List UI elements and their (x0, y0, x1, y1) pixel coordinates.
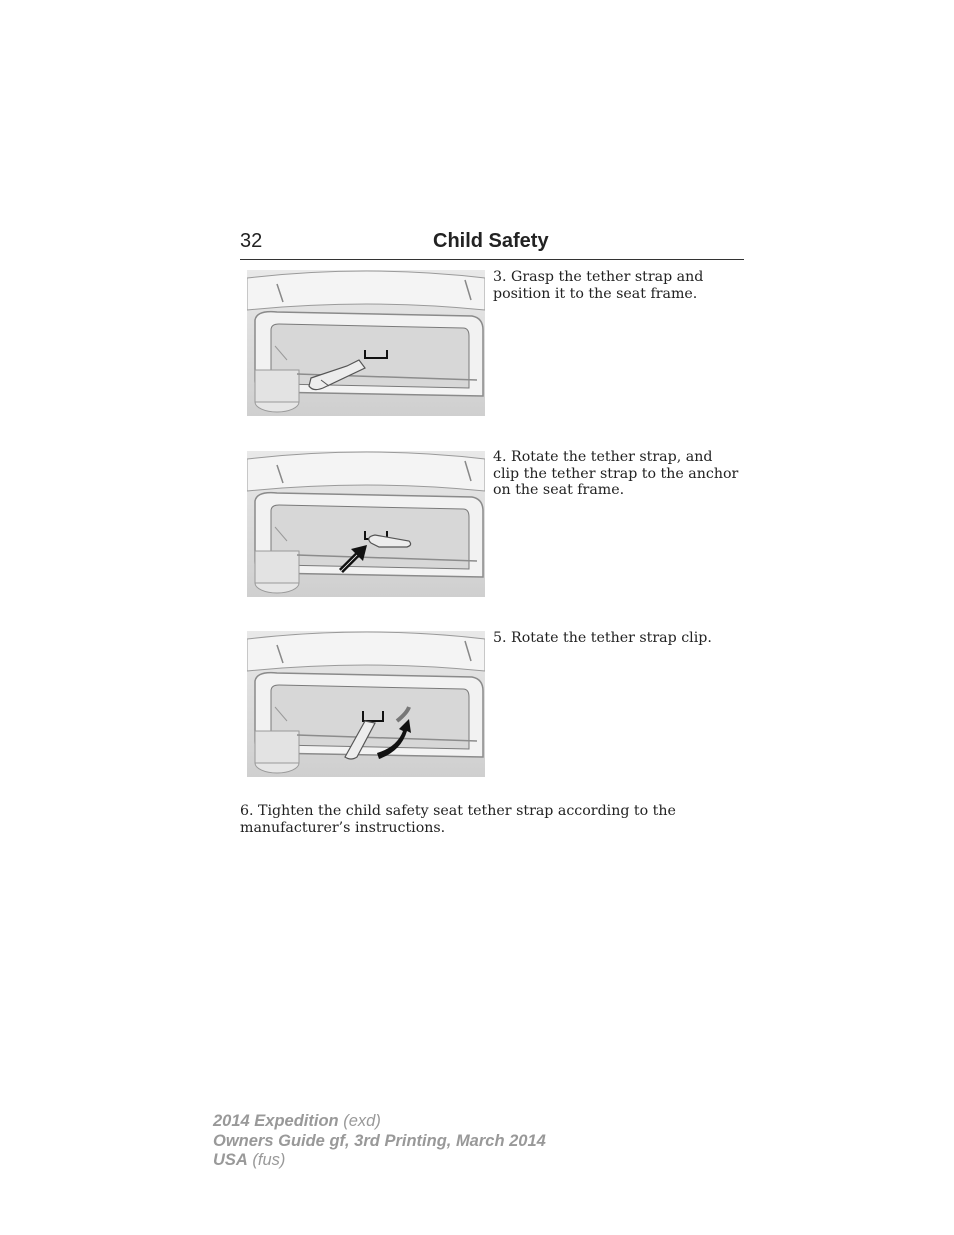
footer-model-code: (exd) (338, 1112, 381, 1130)
seat-frame-illustration-step-5 (247, 631, 485, 777)
footer-market: USA (213, 1151, 248, 1169)
step-3-text: 3. Grasp the tether strap and position it to the seat frame. (493, 269, 704, 302)
footer-market-code: (fus) (247, 1151, 286, 1169)
step-5-text: 5. Rotate the tether strap clip. (493, 630, 712, 646)
seat-frame-drawing (247, 451, 485, 597)
step-6-text: 6. Tighten the child safety seat tether strap according to the manufacturer’s instructions. (240, 803, 676, 836)
seat-frame-illustration-step-3 (247, 270, 485, 416)
section-title: Child Safety (433, 230, 549, 252)
seat-frame-drawing (247, 270, 485, 416)
footer-line-1 (213, 1112, 546, 1132)
footer-line-3 (213, 1151, 546, 1171)
page-number: 32 (240, 230, 263, 252)
footer-line-2 (213, 1132, 546, 1152)
seat-frame-drawing (247, 631, 485, 777)
seat-frame-illustration-step-4 (247, 451, 485, 597)
footer-model: 2014 Expedition (213, 1112, 339, 1130)
step-4-text: 4. Rotate the tether strap, and clip the tether strap to the anchor on the seat frame. (493, 449, 739, 499)
page-header (240, 228, 744, 260)
document-footer (213, 1112, 546, 1171)
footer-guide-info: Owners Guide gf, 3rd Printing, March 2014 (213, 1131, 546, 1150)
